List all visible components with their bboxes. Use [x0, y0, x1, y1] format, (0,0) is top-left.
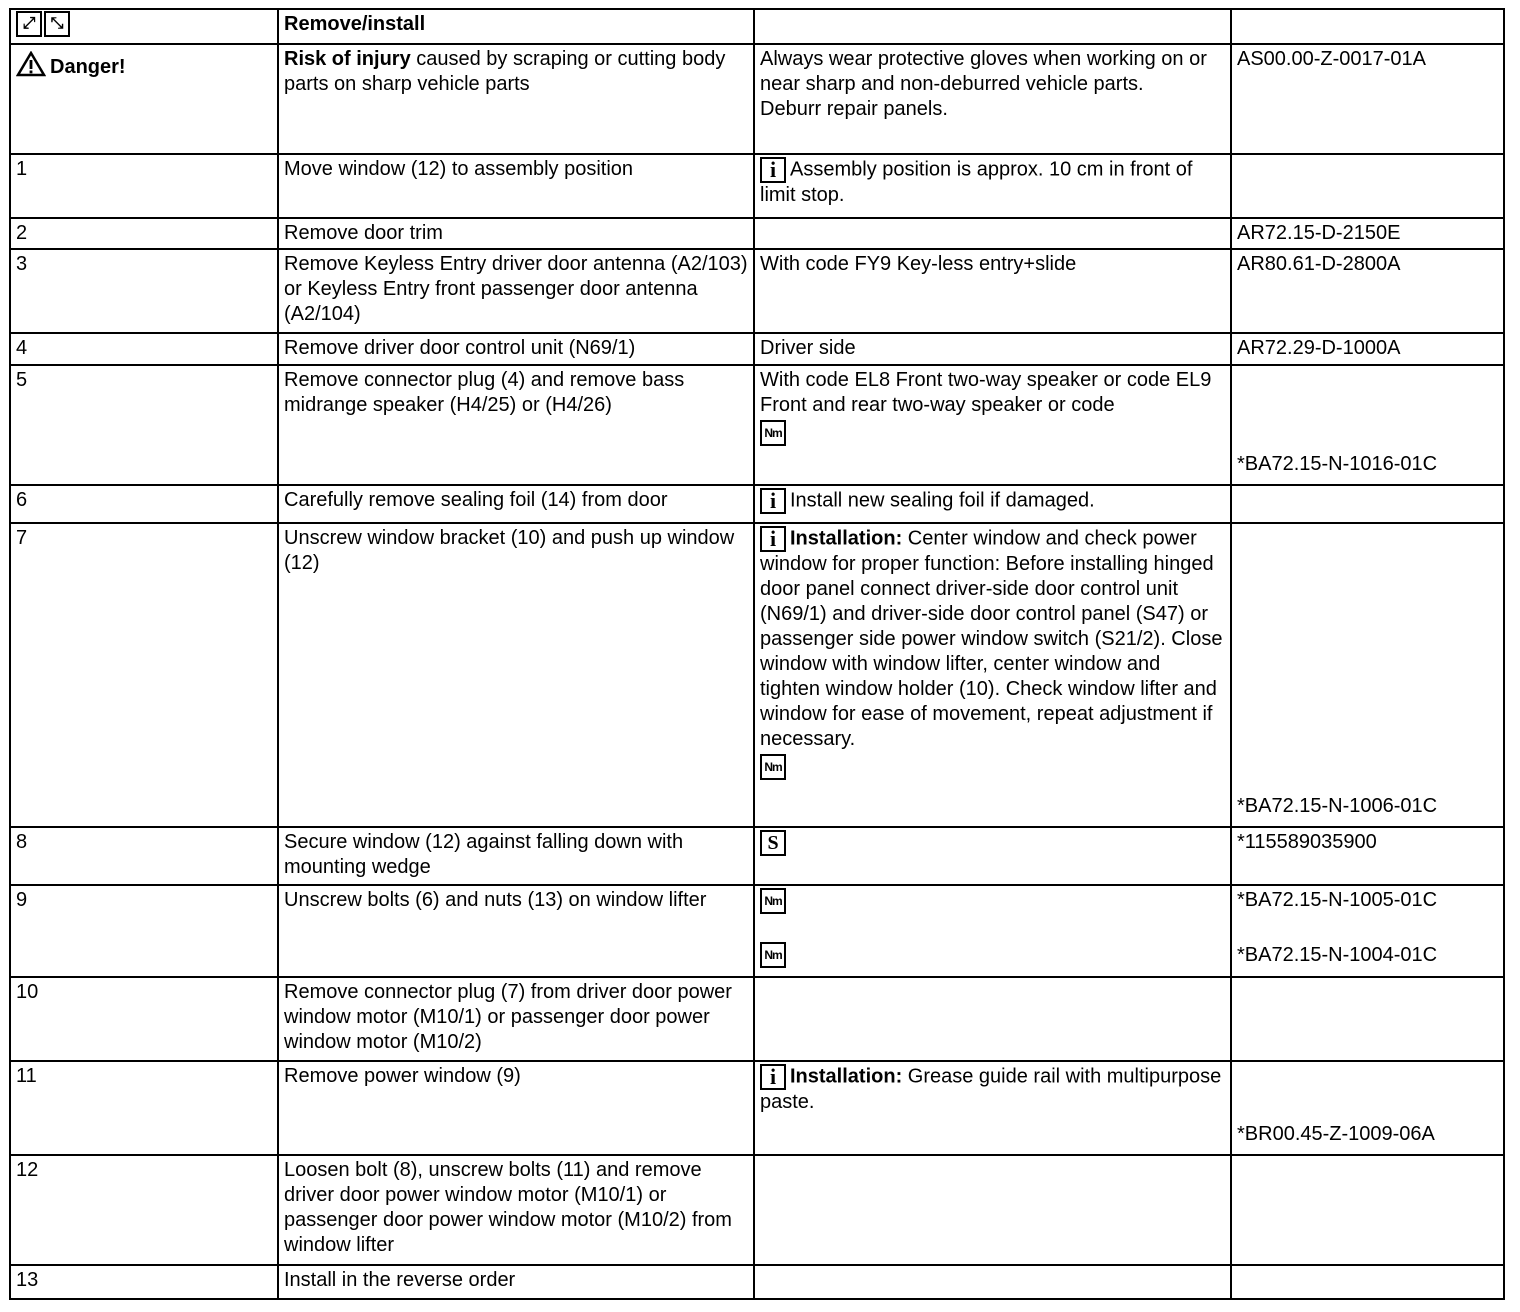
- step-row: [10, 333, 1504, 365]
- step-row: [10, 523, 1504, 827]
- step-action: Remove door trim: [278, 218, 754, 249]
- step-number: 6: [10, 485, 278, 523]
- step-action: Loosen bolt (8), unscrew bolts (11) and remove driver door power window motor (M10/1) or passenger door power window motor (M10/2) from window lifter: [278, 1155, 754, 1265]
- step-number: 9: [10, 885, 278, 977]
- expand-icon[interactable]: ⤢: [16, 11, 42, 37]
- danger-measure: Deburr repair panels.: [760, 98, 948, 120]
- step-reference: [1231, 1265, 1504, 1299]
- step-action: Remove Keyless Entry driver door antenna (A2/103) or Keyless Entry front passenger door antenna (A2/104): [278, 249, 754, 333]
- step-note: [754, 523, 1231, 827]
- step-note: [754, 154, 1231, 218]
- step-number: 5: [10, 365, 278, 485]
- danger-text: caused by scraping or cutting body parts on sharp vehicle parts: [284, 48, 726, 95]
- step-action: Remove connector plug (7) from driver door power window motor (M10/1) or passenger door power window motor (M10/2): [278, 977, 754, 1061]
- torque-reference[interactable]: *BA72.15-N-1005-01C: [1237, 889, 1438, 911]
- step-reference: [1231, 365, 1504, 485]
- step-reference: [1231, 154, 1504, 218]
- step-row: [10, 249, 1504, 333]
- step-reference: [1231, 1155, 1504, 1265]
- info-icon: i: [760, 157, 786, 183]
- step-row: [10, 154, 1504, 218]
- step-note: [754, 365, 1231, 485]
- header-row: [10, 9, 1504, 44]
- step-action: Remove connector plug (4) and remove bass midrange speaker (H4/25) or (H4/26): [278, 365, 754, 485]
- danger-reference[interactable]: AS00.00-Z-0017-01A: [1231, 44, 1504, 154]
- torque-reference[interactable]: *BA72.15-N-1004-01C: [1237, 944, 1438, 966]
- step-action: Secure window (12) against falling down with mounting wedge: [278, 827, 754, 885]
- step-row: [10, 485, 1504, 523]
- step-action: Move window (12) to assembly position: [278, 154, 754, 218]
- step-row: [10, 977, 1504, 1061]
- step-note: [754, 485, 1231, 523]
- step-note: [754, 1265, 1231, 1299]
- step-note: With code FY9 Key-less entry+slide: [754, 249, 1231, 333]
- info-icon: i: [760, 1064, 786, 1090]
- step-number: 12: [10, 1155, 278, 1265]
- danger-description: [278, 44, 754, 154]
- warning-triangle-icon: [16, 51, 46, 77]
- danger-title: Risk of injury: [284, 48, 411, 70]
- step-reference: [1231, 1061, 1504, 1155]
- step-reference[interactable]: AR72.15-D-2150E: [1231, 218, 1504, 249]
- step-note: [754, 1061, 1231, 1155]
- torque-nm-icon: Nm: [760, 420, 786, 446]
- step-action: Remove driver door control unit (N69/1): [278, 333, 754, 365]
- header-title: Remove/install: [278, 9, 754, 44]
- step-action: Unscrew bolts (6) and nuts (13) on window lifter: [278, 885, 754, 977]
- info-icon: i: [760, 526, 786, 552]
- note-text: Install new sealing foil if damaged.: [790, 489, 1095, 512]
- torque-nm-icon: Nm: [760, 754, 786, 780]
- step-row: [10, 1061, 1504, 1155]
- step-reference[interactable]: AR72.29-D-1000A: [1231, 333, 1504, 365]
- step-number: 2: [10, 218, 278, 249]
- step-number: 7: [10, 523, 278, 827]
- step-note: Driver side: [754, 333, 1231, 365]
- step-note: [754, 885, 1231, 977]
- step-note: [754, 977, 1231, 1061]
- danger-measure: Always wear protective gloves when working on or near sharp and non-deburred vehicle parts.: [760, 48, 1207, 95]
- torque-reference[interactable]: *BA72.15-N-1006-01C: [1237, 795, 1438, 817]
- step-number: 10: [10, 977, 278, 1061]
- step-action: Carefully remove sealing foil (14) from door: [278, 485, 754, 523]
- step-reference: [1231, 977, 1504, 1061]
- step-number: 4: [10, 333, 278, 365]
- header-empty-cell: [1231, 9, 1504, 44]
- installation-label: Installation:: [790, 527, 903, 550]
- step-note: [754, 218, 1231, 249]
- collapse-icon[interactable]: ⤡: [44, 11, 70, 37]
- step-row: [10, 218, 1504, 249]
- note-text: Grease guide rail with multipurpose paste.: [760, 1065, 1222, 1113]
- step-note: [754, 827, 1231, 885]
- step-action: Install in the reverse order: [278, 1265, 754, 1299]
- header-empty-cell: [754, 9, 1231, 44]
- step-note: [754, 1155, 1231, 1265]
- info-icon: i: [760, 488, 786, 514]
- step-number: 1: [10, 154, 278, 218]
- torque-nm-icon: Nm: [760, 942, 786, 968]
- torque-reference[interactable]: *BA72.15-N-1016-01C: [1237, 453, 1438, 475]
- step-action: Unscrew window bracket (10) and push up window (12): [278, 523, 754, 827]
- step-action: Remove power window (9): [278, 1061, 754, 1155]
- step-reference[interactable]: AR80.61-D-2800A: [1231, 249, 1504, 333]
- special-tool-icon: S: [760, 830, 786, 856]
- torque-nm-icon: Nm: [760, 888, 786, 914]
- step-row: [10, 885, 1504, 977]
- note-text: Center window and check power window for proper function: Before installing hinged door panel connect driver-side door control unit (N69/1) and driver-side door control panel (S47) or passenger side power window switch (S21/2). Close window with window lifter, center window and tighten window holder (10). Check window lifter and window for ease of movement, repeat adjustment if necessary.: [760, 527, 1223, 750]
- step-reference[interactable]: *115589035900: [1231, 827, 1504, 885]
- step-number: 13: [10, 1265, 278, 1299]
- step-row: [10, 827, 1504, 885]
- danger-row: [10, 44, 1504, 154]
- step-number: 3: [10, 249, 278, 333]
- note-text: With code EL8 Front two-way speaker or code EL9 Front and rear two-way speaker or code: [760, 369, 1212, 416]
- step-row: [10, 365, 1504, 485]
- step-number: 11: [10, 1061, 278, 1155]
- installation-label: Installation:: [790, 1065, 903, 1088]
- procedure-table: [9, 8, 1505, 1300]
- step-number: 8: [10, 827, 278, 885]
- danger-label: Danger!: [50, 56, 126, 78]
- step-row: [10, 1265, 1504, 1299]
- step-reference: [1231, 885, 1504, 977]
- step-reference: [1231, 485, 1504, 523]
- step-row: [10, 1155, 1504, 1265]
- step-reference: [1231, 523, 1504, 827]
- note-text: Assembly position is approx. 10 cm in front of limit stop.: [760, 158, 1193, 206]
- lubricant-reference[interactable]: *BR00.45-Z-1009-06A: [1237, 1123, 1435, 1145]
- danger-label-cell: [10, 44, 278, 154]
- danger-measures: [754, 44, 1231, 154]
- view-controls-cell: [10, 9, 278, 44]
